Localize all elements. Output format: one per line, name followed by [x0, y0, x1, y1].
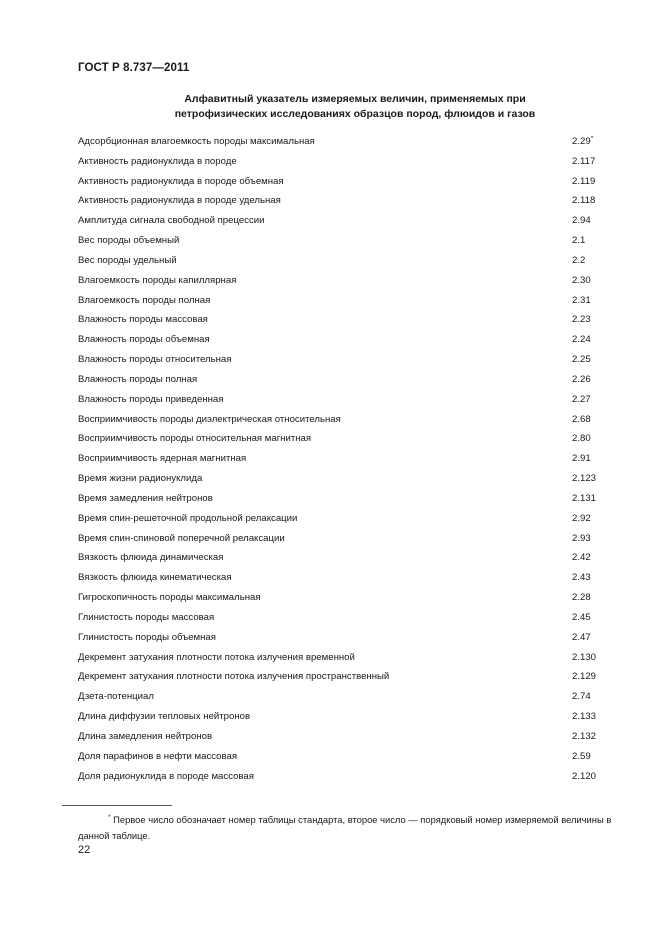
index-entry-number-value: 2.29: [572, 136, 591, 147]
index-entry-term: Вес породы объемный: [78, 235, 180, 247]
footnote: [78, 812, 618, 844]
index-entry-number: [572, 333, 591, 347]
index-entry-number-value: 2.25: [572, 354, 591, 366]
index-entry-term: Восприимчивость ядерная магнитная: [78, 453, 247, 465]
index-entry: [78, 431, 608, 451]
index-entry: [78, 412, 608, 432]
index-entry-term: Дзета-потенциал: [78, 691, 154, 703]
index-entry-term: Глинистость породы массовая: [78, 611, 215, 623]
index-entry-number-value: 2.117: [572, 155, 596, 167]
index-entry: [78, 531, 608, 551]
index-entry: [78, 372, 608, 392]
index-entry-number-value: 2.26: [572, 373, 591, 385]
index-entry: [78, 154, 608, 174]
index-entry-number: [572, 413, 591, 427]
index-entry-term: Влажность породы полная: [78, 373, 198, 385]
index-entry: [78, 213, 608, 233]
index-entry-term: Активность радионуклида в породе объемная: [78, 175, 284, 187]
index-entry: [78, 293, 608, 313]
footnote-reference-mark: *: [590, 134, 594, 142]
index-entry-term: Время жизни радионуклида: [78, 473, 203, 485]
index-entry-term: Влагоемкость породы капиллярная: [78, 274, 237, 286]
index-entry-number: [572, 651, 596, 665]
index-entry: [78, 709, 608, 729]
index-entry-number-value: 2.27: [572, 393, 591, 405]
index-entry-number: [572, 452, 591, 466]
index-entry-number: [572, 670, 596, 684]
page-number: 22: [78, 844, 91, 856]
index-entry-number: [572, 135, 593, 149]
index-entry-number: [572, 234, 585, 248]
index-entry: [78, 174, 608, 194]
index-entry: [78, 550, 608, 570]
index-entry-number: [572, 492, 596, 506]
index-entry-term: Вязкость флюида динамическая: [78, 552, 224, 564]
index-entry-number-value: 2.2: [572, 254, 586, 266]
index-entry-term: Влажность породы объемная: [78, 334, 210, 346]
index-entry-number: [572, 175, 595, 189]
index-entry-number-value: 2.23: [572, 314, 591, 326]
index-entry-number-value: 2.118: [572, 195, 596, 207]
index-entry-number: [572, 432, 591, 446]
index-entry-term: Длина замедления нейтронов: [78, 730, 213, 742]
index-entry-term: Восприимчивость породы диэлектрическая относительная: [78, 413, 341, 425]
index-entry-number: [572, 373, 591, 387]
index-title: [110, 92, 600, 122]
index-entry: [78, 749, 608, 769]
index-entry-term: Активность радионуклида в породе удельная: [78, 195, 281, 207]
index-entry-number-value: 2.119: [572, 175, 596, 187]
index-entry-term: Вязкость флюида кинематическая: [78, 572, 232, 584]
index-entry-number-value: 2.123: [572, 473, 597, 485]
index-entry-number-value: 2.31: [572, 294, 591, 306]
index-entry: [78, 769, 608, 789]
index-entry-number: [572, 631, 591, 645]
footnote-divider: [62, 805, 172, 806]
index-entry: [78, 253, 608, 273]
index-entry-number: [572, 571, 591, 585]
index-entry-number: [572, 611, 591, 625]
index-entry-term: Влажность породы массовая: [78, 314, 208, 326]
index-entry: [78, 630, 608, 650]
index-entry: [78, 650, 608, 670]
index-entry-number-value: 2.45: [572, 611, 591, 623]
index-entry-term: Длина диффузии тепловых нейтронов: [78, 711, 251, 723]
index-entry-number: [572, 214, 591, 228]
index-entry-number-value: 2.24: [572, 334, 591, 346]
index-entry-number: [572, 532, 591, 546]
index-entry-number-value: 2.120: [572, 770, 597, 782]
index-entry-number-value: 2.28: [572, 592, 591, 604]
index-entry-number-value: 2.130: [572, 651, 597, 663]
index-entry-number-value: 2.133: [572, 711, 597, 723]
index-entry-number: [572, 254, 585, 268]
index-entry-term: Амплитуда сигнала свободной прецессии: [78, 215, 265, 227]
index-entry-term: Активность радионуклида в породе: [78, 155, 237, 167]
index-entry-number-value: 2.91: [572, 453, 591, 465]
footnote-text: Первое число обозначает номер таблицы стандарта, второе число — порядковый номер измеряемой величины в данной таблице.: [78, 814, 612, 841]
index-entry-number-value: 2.68: [572, 413, 591, 425]
document-header: ГОСТ Р 8.737—2011: [78, 62, 190, 74]
index-entry-term: Декремент затухания плотности потока излучения временной: [78, 651, 355, 663]
index-entry-term: Влагоемкость породы полная: [78, 294, 211, 306]
index-entry: [78, 669, 608, 689]
index-entry-number: [572, 393, 591, 407]
index-entry-number-value: 2.129: [572, 671, 597, 683]
index-entry-term: Глинистость породы объемная: [78, 631, 216, 643]
index-entry-term: Влажность породы приведенная: [78, 393, 224, 405]
footnote-mark: *: [108, 813, 111, 821]
index-entry: [78, 729, 608, 749]
index-entry-number: [572, 551, 591, 565]
index-title-line-2: петрофизических исследованиях образцов пород, флюидов и газов: [174, 108, 536, 120]
index-entry-term: Время спин-решеточной продольной релаксации: [78, 512, 298, 524]
index-entry-number-value: 2.131: [572, 492, 597, 504]
index-entry-number-value: 2.74: [572, 691, 591, 703]
index-entry-number: [572, 353, 591, 367]
alphabetical-index: [78, 134, 608, 788]
index-entry-number-value: 2.94: [572, 215, 591, 227]
index-entry-number: [572, 770, 596, 784]
index-entry-number: [572, 730, 596, 744]
index-entry: [78, 233, 608, 253]
index-entry: [78, 273, 608, 293]
index-entry-number: [572, 690, 591, 704]
index-entry-term: Восприимчивость породы относительная магнитная: [78, 433, 312, 445]
index-entry: [78, 392, 608, 412]
index-entry: [78, 590, 608, 610]
index-entry-number-value: 2.59: [572, 750, 591, 762]
index-entry: [78, 312, 608, 332]
index-entry: [78, 134, 608, 154]
index-entry-number-value: 2.93: [572, 532, 591, 544]
index-entry: [78, 332, 608, 352]
index-entry-number: [572, 512, 591, 526]
index-entry-term: Влажность породы относительная: [78, 354, 232, 366]
index-entry-number: [572, 294, 591, 308]
index-entry-number-value: 2.47: [572, 631, 591, 643]
index-entry-number-value: 2.92: [572, 512, 591, 524]
index-entry-term: Доля радионуклида в породе массовая: [78, 770, 254, 782]
index-entry: [78, 511, 608, 531]
index-entry: [78, 610, 608, 630]
index-entry-number-value: 2.30: [572, 274, 591, 286]
index-entry-number: [572, 313, 591, 327]
index-entry-number: [572, 274, 591, 288]
index-entry: [78, 193, 608, 213]
index-entry-term: Адсорбционная влагоемкость породы максимальная: [78, 136, 315, 147]
index-entry-number: [572, 155, 595, 169]
index-entry: [78, 689, 608, 709]
index-entry-number: [572, 194, 595, 208]
index-entry: [78, 451, 608, 471]
index-entry-term: Вес породы удельный: [78, 254, 177, 266]
index-entry-term: Время спин-спиновой поперечной релаксации: [78, 532, 285, 544]
index-entry-number: [572, 710, 596, 724]
index-entry-number: [572, 591, 591, 605]
index-entry-term: Время замедления нейтронов: [78, 492, 213, 504]
index-entry-term: Гигроскопичность породы максимальная: [78, 592, 261, 604]
index-entry: [78, 352, 608, 372]
index-entry-term: Декремент затухания плотности потока излучения пространственный: [78, 671, 390, 683]
index-entry: [78, 471, 608, 491]
index-entry: [78, 491, 608, 511]
index-entry-number-value: 2.132: [572, 730, 597, 742]
index-entry-number: [572, 750, 591, 764]
index-entry: [78, 570, 608, 590]
index-title-line-1: Алфавитный указатель измеряемых величин, применяемых при: [184, 93, 526, 105]
index-entry-term: Доля парафинов в нефти массовая: [78, 750, 238, 762]
index-entry-number: [572, 472, 596, 486]
index-entry-number-value: 2.43: [572, 572, 591, 584]
index-entry-number-value: 2.42: [572, 552, 591, 564]
index-entry-number-value: 2.1: [572, 235, 586, 247]
index-entry-number-value: 2.80: [572, 433, 591, 445]
